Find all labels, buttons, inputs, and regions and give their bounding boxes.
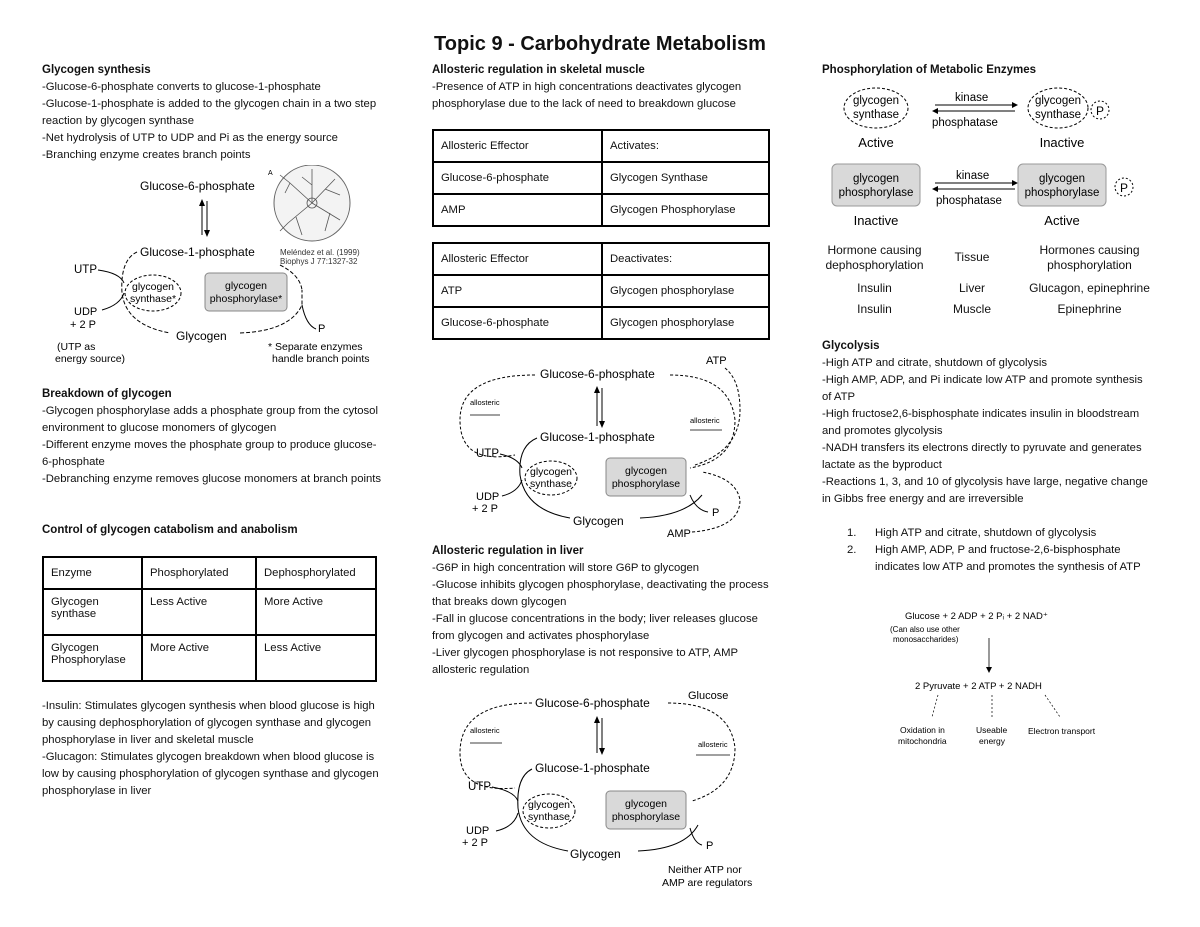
control-table: [42, 556, 377, 682]
diagram-label: glycogen: [624, 465, 668, 477]
table-cell: Liver: [958, 281, 985, 295]
text-line: -Branching enzyme creates branch points: [42, 149, 251, 161]
text-line: -Glucose-6-phosphate converts to glucose-1-phosphate: [42, 81, 321, 93]
table-cell: Glucose-6-phosphate: [433, 307, 602, 339]
diagram-label: AMP are regulators: [662, 877, 753, 889]
diagram-label: Glucose-6-phosphate: [535, 696, 650, 710]
table-cell: Glucose-6-phosphate: [433, 162, 602, 194]
page-title: Topic 9 - Carbohydrate Metabolism: [434, 33, 766, 55]
diagram-label: synthase: [852, 109, 900, 121]
section-heading: Glycogen synthesis: [42, 64, 151, 76]
diagram-label: UDP: [466, 825, 490, 837]
text-line: -Different enzyme moves the phosphate group to produce glucose-6-phosphate: [42, 439, 377, 468]
diagram-label: glycogen: [852, 95, 900, 107]
enzyme-label: phosphatase: [936, 195, 1002, 207]
control-section: [42, 522, 382, 539]
diagram-label: UDP: [476, 491, 500, 503]
diagram-label: allosteric: [690, 416, 720, 425]
citation: Meléndez et al. (1999): [280, 248, 360, 257]
equation-note: (Can also use other: [890, 625, 960, 634]
section-heading: Allosteric regulation in liver: [432, 545, 584, 557]
diagram-label: (UTP as: [57, 341, 96, 353]
diagram-label: allosteric: [470, 398, 500, 407]
equation-output: energy: [979, 736, 1005, 746]
citation: Biophys J 77:1327-32: [280, 257, 358, 266]
diagram-label: synthase: [527, 811, 571, 823]
activators-table: [432, 129, 770, 227]
table-cell: Glycogen Synthase: [602, 162, 769, 194]
enzyme-label: kinase: [955, 92, 989, 104]
diagram-label: UTP: [476, 448, 499, 460]
diagram-label: phosphorylase: [611, 478, 681, 490]
glycolysis-summary-list: [847, 525, 1147, 576]
text-line: -Reactions 1, 3, and 10 of glycolysis have large, negative change in Gibbs free energy and are irreversible: [822, 476, 1148, 505]
table-header: Enzyme: [43, 557, 142, 589]
table-cell: More Active: [142, 635, 256, 681]
liver-section: [432, 543, 777, 679]
diagram-label: glycogen: [224, 280, 268, 292]
diagram-label: Glucose-6-phosphate: [140, 179, 255, 193]
table-cell: Glycogen Phosphorylase: [43, 635, 142, 681]
glycogen-phosphorylase-active-node: [1018, 164, 1106, 206]
glycolysis-section: [822, 338, 1152, 508]
diagram-label: + 2 P: [462, 837, 488, 849]
diagram-label: + 2 P: [472, 503, 498, 515]
diagram-label: + 2 P: [70, 319, 96, 331]
state-label: Active: [858, 135, 894, 150]
diagram-label: glycogen: [624, 798, 668, 810]
diagram-label: glycogen: [131, 281, 175, 293]
text-line: -High fructose2,6-bisphosphate indicates insulin in bloodstream and promotes glycolysis: [822, 408, 1140, 437]
diagram-label: glycogen: [529, 466, 573, 478]
section-heading: Glycolysis: [822, 340, 880, 352]
diagram-label: handle branch points: [272, 353, 370, 365]
glycogen-synthase-inactive-node: [1028, 88, 1088, 128]
glycogen-phosphorylase-node: [205, 273, 287, 311]
text-line: -Glucose inhibits glycogen phosphorylase, deactivating the process that breaks down glycogen: [432, 579, 769, 608]
list-number: 1.: [847, 527, 857, 539]
glycogen-phosphorylase-node: [606, 458, 686, 496]
text-line: -High ATP and citrate, shutdown of glycolysis: [822, 357, 1047, 369]
diagram-label: glycogen: [1038, 173, 1086, 185]
diagram-label: energy source): [55, 353, 126, 365]
diagram-label: phosphorylase: [611, 811, 681, 823]
skeletal-muscle-section: [432, 62, 777, 113]
table-header: Tissue: [954, 250, 990, 264]
table-header: Hormone causing dephosphorylation: [825, 243, 924, 272]
table-header: Allosteric Effector: [433, 243, 602, 275]
equation-output: Oxidation in: [900, 725, 945, 735]
state-label: Inactive: [1039, 135, 1085, 150]
equation-label: Glucose + 2 ADP + 2 Pᵢ + 2 NAD⁺: [905, 611, 1048, 622]
diagram-label: Neither ATP nor: [668, 864, 742, 876]
list-item: 2. High AMP, ADP, P and fructose-2,6-bisphosphate indicates low ATP and promotes the synthesis of ATP: [847, 544, 1141, 573]
diagram-label: allosteric: [470, 726, 500, 735]
diagram-label: allosteric: [698, 740, 728, 749]
text-line: -Net hydrolysis of UTP to UDP and Pi as the energy source: [42, 132, 338, 144]
text-line: -NADH transfers its electrons directly to pyruvate and generates lactate as the byproduct: [822, 442, 1142, 471]
phosphate-label: P: [1095, 104, 1105, 118]
diagram-label: Glucose-1-phosphate: [140, 245, 255, 259]
diagram-label: P: [706, 840, 714, 852]
diagram-label: glycogen: [527, 799, 571, 811]
table-header: Activates:: [602, 130, 769, 162]
text-line: -G6P in high concentration will store G6P to glycogen: [432, 562, 700, 574]
text-line: -Insulin: Stimulates glycogen synthesis when blood glucose is high by causing dephosphorylation of glycogen synthase and glycogen phosphorylase in liver and skeletal muscle: [42, 700, 375, 746]
table-cell: Epinephrine: [1057, 302, 1122, 316]
diagram-label: UDP: [74, 306, 98, 318]
equation-output: Electron transport: [1028, 726, 1096, 736]
equation-output: Useable: [976, 725, 1008, 735]
diagram-label: P: [318, 323, 326, 335]
diagram-label: Glucose: [688, 690, 729, 702]
diagram-label: synthase: [1034, 109, 1082, 121]
table-cell: Muscle: [952, 302, 991, 316]
text-line: -Glucagon: Stimulates glycogen breakdown when blood glucose is low by causing phosphorylation of glycogen synthase and glycogen phosphorylase in liver: [42, 751, 379, 797]
table-cell: Less Active: [142, 589, 256, 635]
equation-label: 2 Pyruvate + 2 ATP + 2 NADH: [915, 681, 1042, 692]
glycogen-synthase-active-node: [844, 88, 908, 128]
diagram-label: synthase: [529, 478, 573, 490]
diagram-label: Glucose-6-phosphate: [540, 367, 655, 381]
glycogen-synthesis-diagram: [40, 165, 380, 370]
table-cell: ATP: [433, 275, 602, 307]
enzyme-label: phosphatase: [932, 117, 998, 129]
diagram-label: Glycogen: [570, 847, 621, 861]
breakdown-section: [42, 386, 382, 488]
diagram-label: glycogen: [1034, 95, 1082, 107]
phosphorylation-diagram: [820, 80, 1165, 235]
glycolysis-equation-diagram: [880, 605, 1140, 775]
enzyme-label: kinase: [956, 170, 990, 182]
text-line: -Liver glycogen phosphorylase is not responsive to ATP, AMP allosteric regulation: [432, 647, 738, 676]
table-header: Allosteric Effector: [433, 130, 602, 162]
diagram-label: phosphorylase: [1024, 187, 1100, 199]
diagram-label: UTP: [468, 781, 491, 793]
section-heading: Breakdown of glycogen: [42, 388, 172, 400]
text-line: -Fall in glucose concentrations in the body; liver releases glucose from glycogen and activates phosphorylase: [432, 613, 758, 642]
table-cell: Glycogen synthase: [43, 589, 142, 635]
table-cell: Less Active: [256, 635, 376, 681]
state-label: Active: [1044, 213, 1080, 228]
table-header: Phosphorylated: [142, 557, 256, 589]
text-line: -Glycogen phosphorylase adds a phosphate group from the cytosol environment to glucose monomers of glycogen: [42, 405, 378, 434]
phosphate-label: P: [1119, 181, 1129, 195]
list-item: 1. High ATP and citrate, shutdown of glycolysis: [847, 525, 1147, 542]
section-heading: Control of glycogen catabolism and anabolism: [42, 524, 298, 536]
text-line: -Presence of ATP in high concentrations deactivates glycogen phosphorylase due to the lack of need to breakdown glucose: [432, 81, 742, 110]
table-cell: More Active: [256, 589, 376, 635]
table-cell: Insulin: [857, 281, 892, 295]
liver-regulation-diagram: [440, 683, 770, 893]
diagram-label: phosphorylase*: [209, 293, 283, 305]
state-label: Inactive: [853, 213, 899, 228]
diagram-label: Glucose-1-phosphate: [540, 430, 655, 444]
equation-note: monosaccharides): [893, 635, 959, 644]
inset-label: A: [268, 170, 273, 177]
section-heading: Phosphorylation of Metabolic Enzymes: [822, 64, 1037, 76]
diagram-label: Glucose-1-phosphate: [535, 761, 650, 775]
diagram-label: Glycogen: [176, 329, 227, 343]
deactivators-table: [432, 242, 770, 340]
diagram-label: * Separate enzymes: [268, 341, 363, 353]
diagram-label: AMP: [667, 528, 691, 540]
glycogen-synthesis-section: [42, 62, 382, 164]
glycogen-phosphorylase-inactive-node: [832, 164, 920, 206]
diagram-label: phosphorylase: [838, 187, 914, 199]
muscle-regulation-diagram: [440, 350, 770, 540]
text-line: -High AMP, ADP, and Pi indicate low ATP and promote synthesis of ATP: [822, 374, 1143, 403]
table-cell: Glucagon, epinephrine: [1029, 281, 1150, 295]
diagram-label: Glycogen: [573, 514, 624, 528]
glycogen-phosphorylase-node: [606, 791, 686, 829]
table-cell: Glycogen phosphorylase: [602, 307, 769, 339]
diagram-label: ATP: [706, 355, 727, 367]
table-header: Dephosphorylated: [256, 557, 376, 589]
list-number: 2.: [847, 544, 857, 556]
diagram-label: P: [712, 507, 720, 519]
text-line: -Glucose-1-phosphate is added to the glycogen chain in a two step reaction by glycogen synthase: [42, 98, 377, 127]
table-cell: Glycogen phosphorylase: [602, 275, 769, 307]
table-cell: Insulin: [857, 302, 892, 316]
hormone-notes: [42, 698, 382, 800]
table-header: Hormones causing phosphorylation: [1039, 243, 1140, 272]
table-header: Deactivates:: [602, 243, 769, 275]
phosphorylation-section: [822, 62, 1162, 79]
diagram-label: synthase*: [129, 293, 177, 305]
hormone-table: [812, 240, 1162, 320]
table-cell: Glycogen Phosphorylase: [602, 194, 769, 226]
table-cell: AMP: [433, 194, 602, 226]
equation-output: mitochondria: [898, 736, 947, 746]
text-line: -Debranching enzyme removes glucose monomers at branch points: [42, 473, 382, 485]
diagram-label: glycogen: [852, 173, 900, 185]
diagram-label: UTP: [74, 264, 97, 276]
section-heading: Allosteric regulation in skeletal muscle: [432, 64, 645, 76]
